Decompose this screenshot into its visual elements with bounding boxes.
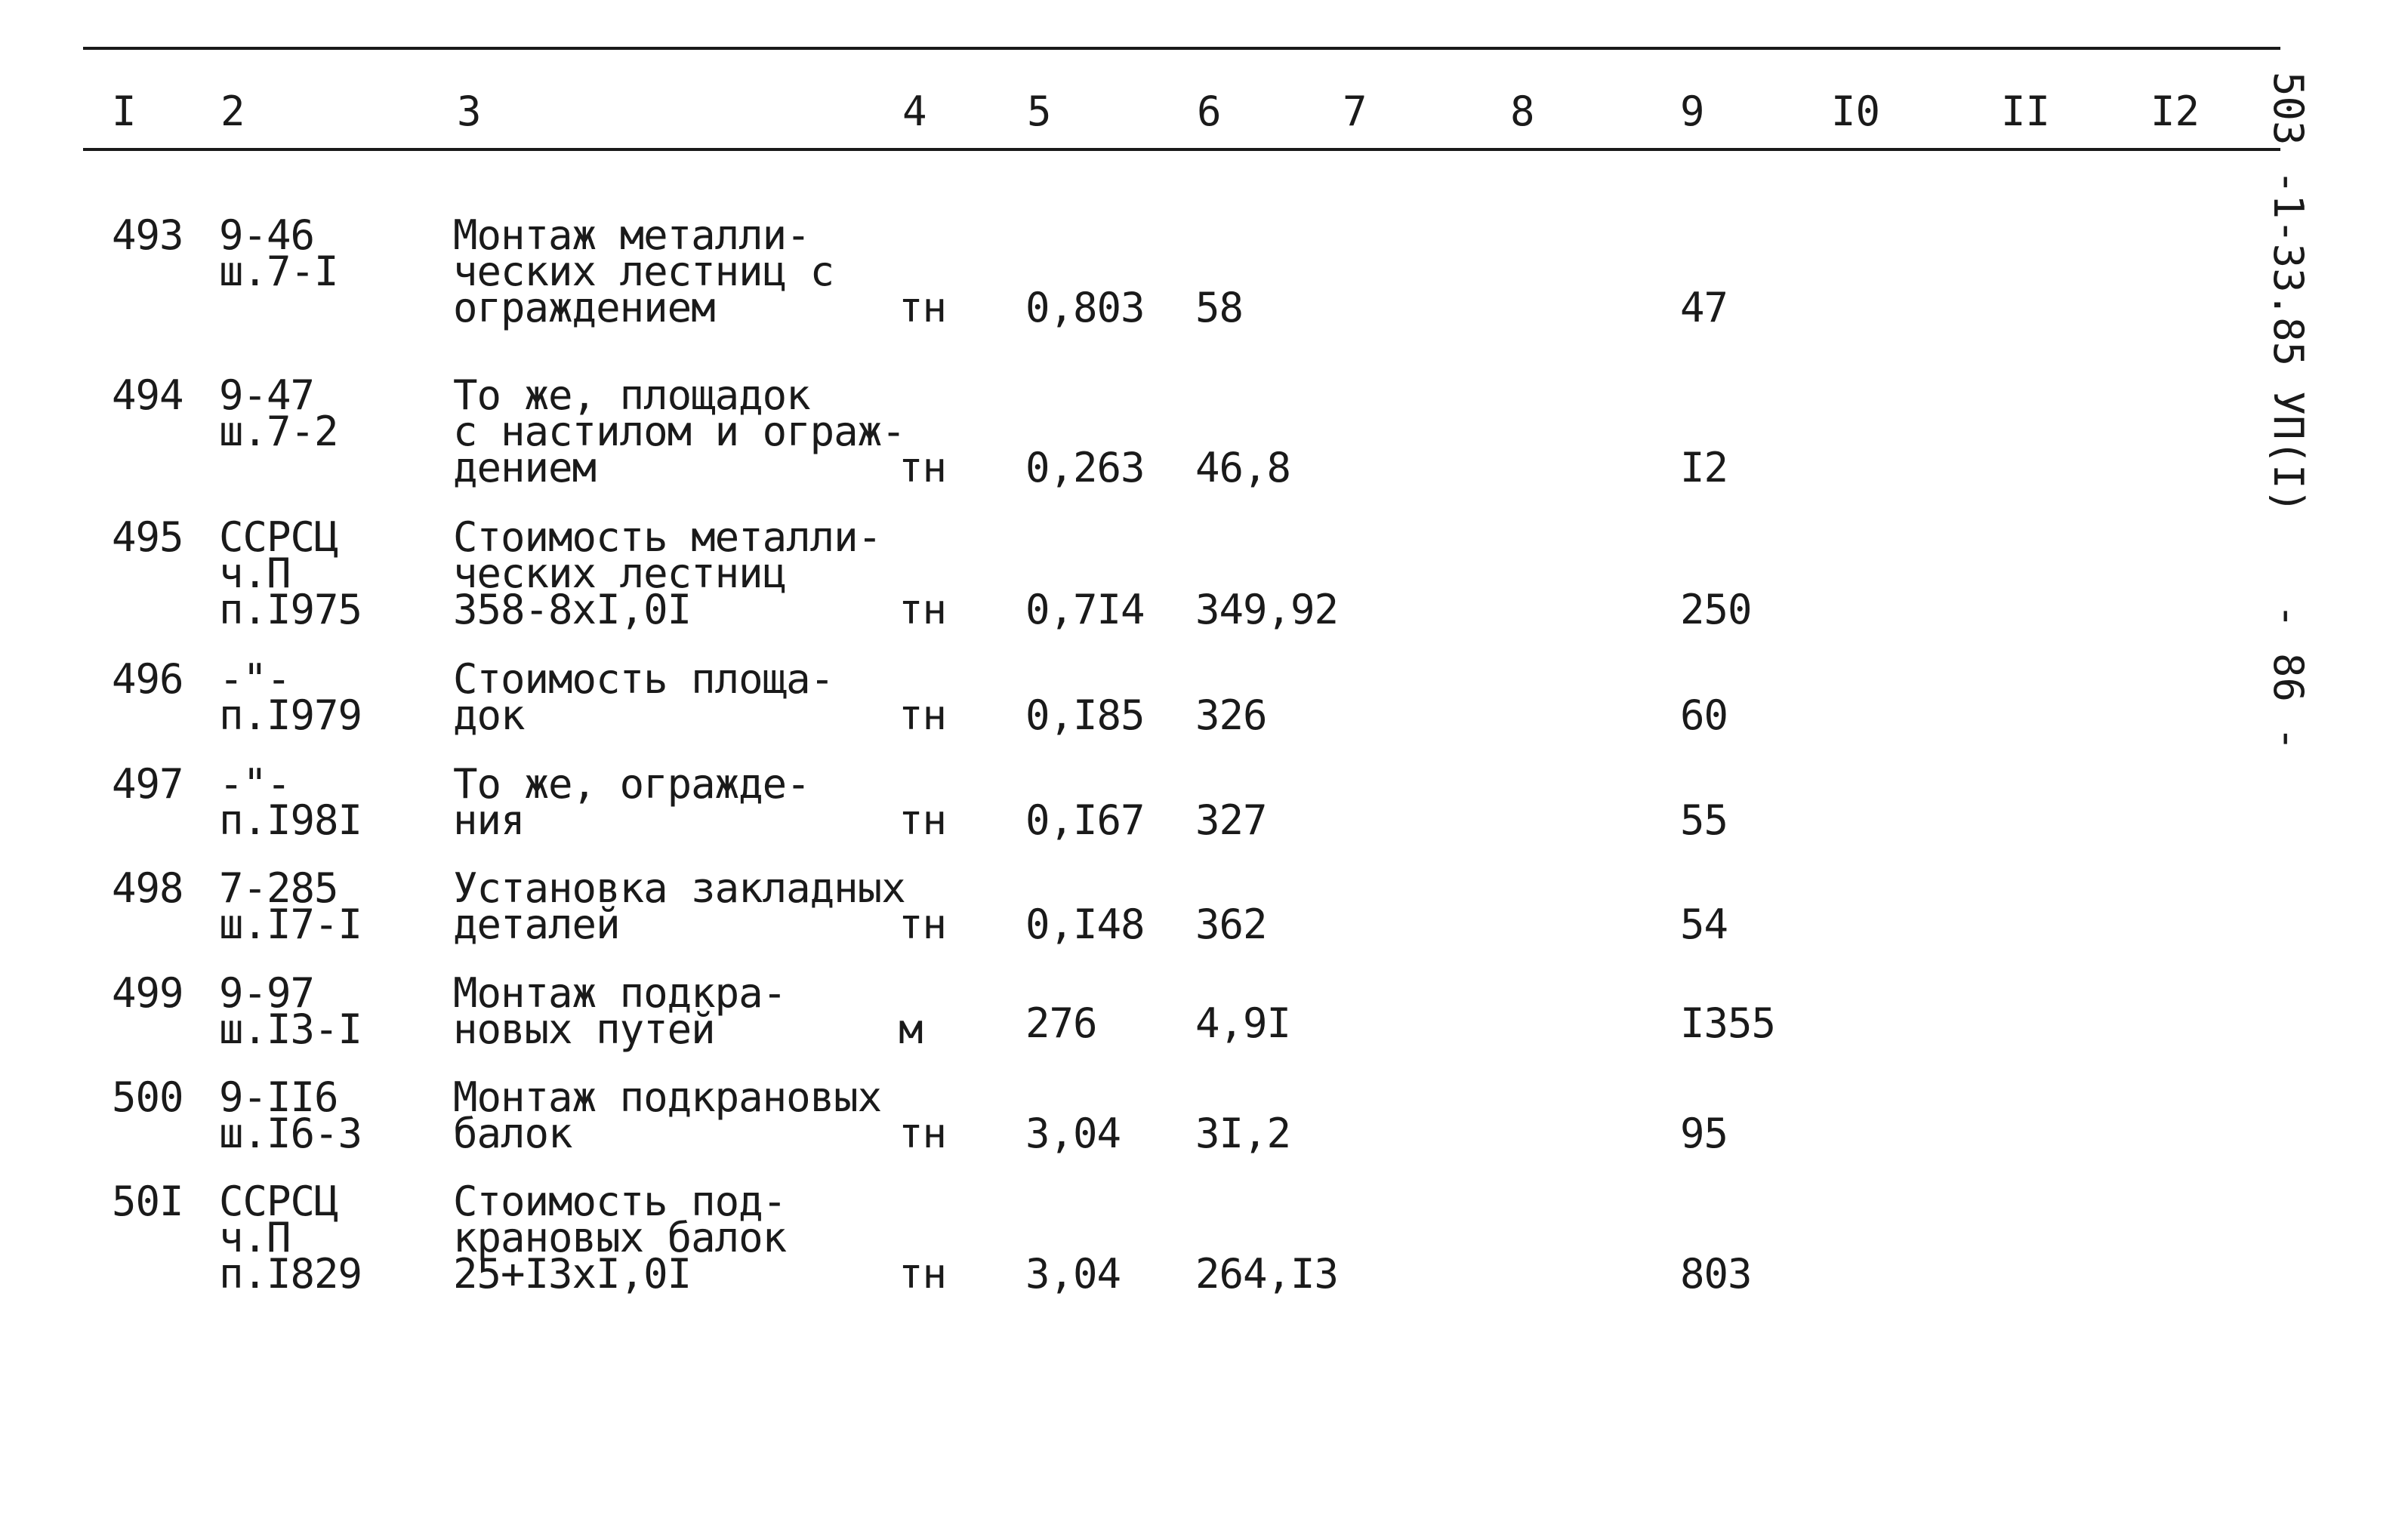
document-code: 503 -1-33.85 УП(I) (2265, 72, 2312, 514)
column-header-4: 4 (902, 88, 927, 135)
work-description: Стоимость под- крановых балок 25+I3хI,0I (453, 1178, 787, 1298)
row-number: 494 (112, 371, 183, 419)
total-cost: 55 (1680, 796, 1728, 844)
work-description: Установка закладных деталей (453, 864, 905, 948)
rate-code: 9-46 ш.7-I (219, 211, 338, 295)
quantity: 0,I67 (1025, 796, 1145, 844)
total-cost: I2 (1680, 444, 1728, 491)
page-number: - 86 - (2265, 604, 2312, 752)
work-description: Стоимость металли- ческих лестниц 358-8хI,0I (453, 513, 882, 633)
rate-code: ССРСЦ ч.П п.I829 (219, 1178, 362, 1298)
total-cost: 95 (1680, 1110, 1728, 1157)
unit-price: 264,I3 (1195, 1250, 1339, 1298)
quantity: 276 (1025, 999, 1097, 1047)
column-header-7: 7 (1343, 88, 1367, 135)
unit: тн (899, 1250, 947, 1298)
column-header-12: I2 (2151, 88, 2200, 135)
work-description: Стоимость площа- док (453, 655, 834, 739)
unit: тн (899, 1110, 947, 1157)
column-header-1: I (112, 88, 137, 135)
work-description: Монтаж металли- ческих лестниц с ограждением (453, 211, 834, 331)
work-description: Монтаж подкрановых балок (453, 1073, 882, 1157)
quantity: 0,803 (1025, 284, 1145, 331)
rate-code: 9-II6 ш.I6-3 (219, 1073, 362, 1157)
row-number: 500 (112, 1073, 183, 1121)
column-header-11: II (2001, 88, 2051, 135)
row-number: 496 (112, 655, 183, 703)
rate-code: -"- п.I979 (219, 655, 362, 739)
rate-code: 7-285 ш.I7-I (219, 864, 362, 948)
row-number: 50I (112, 1178, 183, 1225)
rate-code: -"- п.I98I (219, 760, 362, 844)
work-description: То же, площадок с настилом и ограж- дением (453, 371, 905, 491)
row-number: 495 (112, 513, 183, 561)
total-cost: 250 (1680, 586, 1752, 633)
unit: тн (899, 284, 947, 331)
column-header-5: 5 (1027, 88, 1052, 135)
unit-price: 349,92 (1195, 586, 1339, 633)
quantity: 0,I85 (1025, 691, 1145, 739)
rate-code: ССРСЦ ч.П п.I975 (219, 513, 362, 633)
header-top-rule (83, 47, 2280, 50)
header-bottom-rule (83, 148, 2280, 151)
quantity: 0,7I4 (1025, 586, 1145, 633)
unit-price: 4,9I (1195, 999, 1291, 1047)
row-number: 493 (112, 211, 183, 259)
quantity: 3,04 (1025, 1110, 1121, 1157)
row-number: 497 (112, 760, 183, 808)
column-header-3: 3 (457, 88, 482, 135)
total-cost: 60 (1680, 691, 1728, 739)
column-header-6: 6 (1197, 88, 1222, 135)
work-description: То же, огражде- ния (453, 760, 810, 844)
total-cost: 54 (1680, 901, 1728, 948)
quantity: 0,263 (1025, 444, 1145, 491)
unit-price: 46,8 (1195, 444, 1291, 491)
quantity: 3,04 (1025, 1250, 1121, 1298)
work-description: Монтаж подкра- новых путей (453, 969, 787, 1053)
unit: тн (899, 691, 947, 739)
unit-price: 58 (1195, 284, 1244, 331)
total-cost: 803 (1680, 1250, 1752, 1298)
unit-price: 327 (1195, 796, 1267, 844)
unit: тн (899, 444, 947, 491)
unit: м (899, 1005, 923, 1053)
unit: тн (899, 796, 947, 844)
row-number: 499 (112, 969, 183, 1017)
rate-code: 9-97 ш.I3-I (219, 969, 362, 1053)
total-cost: 47 (1680, 284, 1728, 331)
unit: тн (899, 901, 947, 948)
unit: тн (899, 586, 947, 633)
quantity: 0,I48 (1025, 901, 1145, 948)
unit-price: 3I,2 (1195, 1110, 1291, 1157)
unit-price: 362 (1195, 901, 1267, 948)
total-cost: I355 (1680, 999, 1776, 1047)
column-header-10: I0 (1831, 88, 1881, 135)
column-header-2: 2 (220, 88, 245, 135)
rate-code: 9-47 ш.7-2 (219, 371, 338, 455)
column-header-8: 8 (1510, 88, 1535, 135)
row-number: 498 (112, 864, 183, 912)
column-header-9: 9 (1680, 88, 1705, 135)
unit-price: 326 (1195, 691, 1267, 739)
